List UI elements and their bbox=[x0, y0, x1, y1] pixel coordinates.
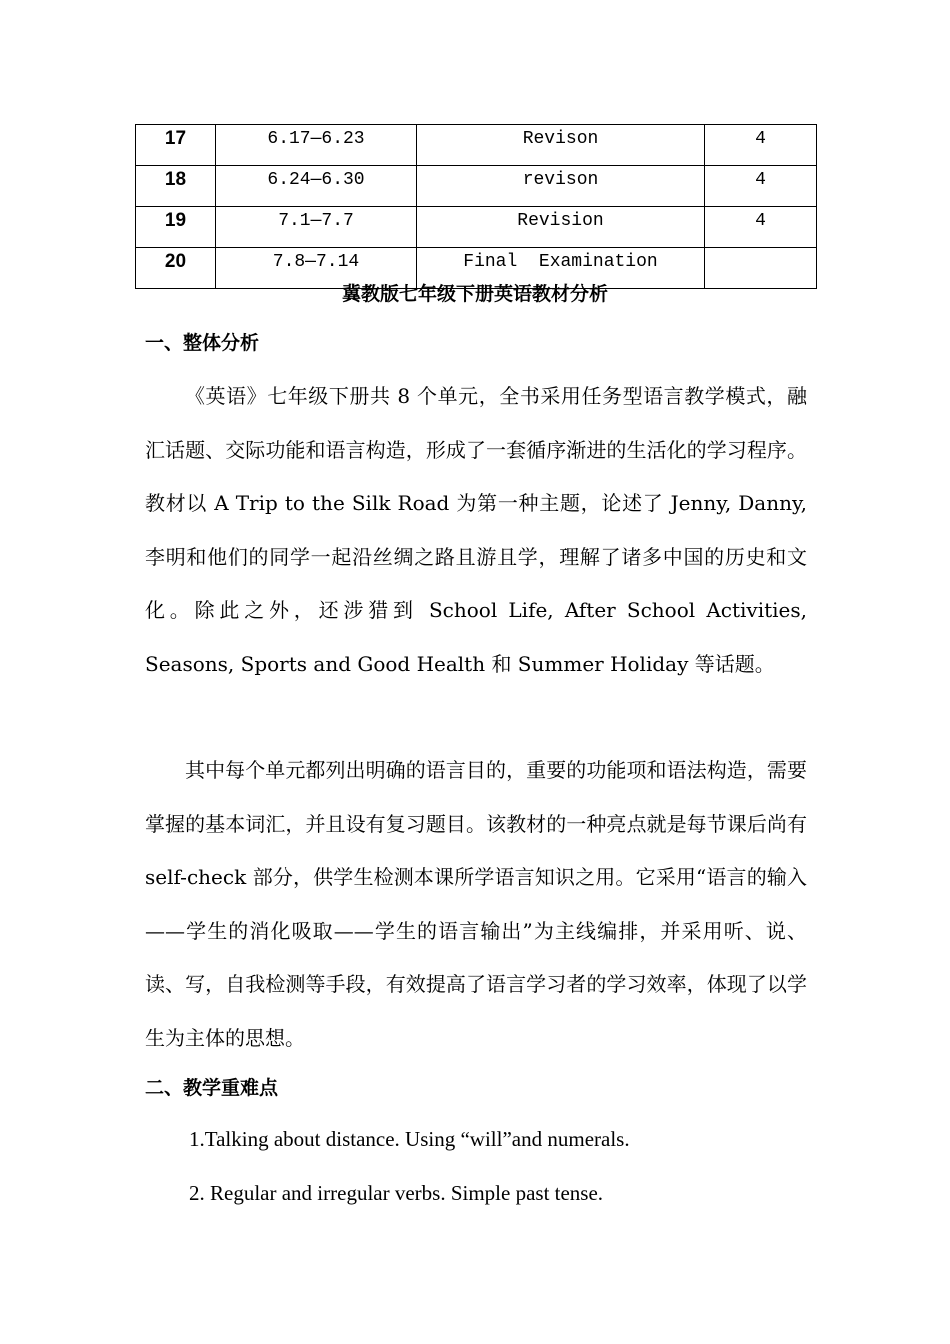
paragraph-features: 其中每个单元都列出明确的语言目的，重要的功能项和语法构造，需要掌握的基本词汇，并且设有复习题目。该教材的一种亮点就是每节课后尚有 self-check 部分，供学生检测本课所学语言知识之用。它采用“语言的输入——学生的消化吸取——学生的语言输出”为主线编排，并采用听、说、读、写，自我检测等手段，有效提高了语言学习者的学习效率，体现了以学生为主体的思想。 bbox=[145, 758, 807, 1050]
hours-cell: 4 bbox=[705, 207, 817, 248]
date-range-cell: 6.17—6.23 bbox=[216, 125, 417, 166]
schedule-table bbox=[135, 124, 817, 289]
section-heading-overall-analysis: 一、整体分析 bbox=[145, 332, 260, 354]
content-cell: Revision bbox=[417, 207, 705, 248]
document-title: 冀教版七年级下册英语教材分析 bbox=[341, 283, 608, 305]
paragraph-overview: 《英语》七年级下册共 8 个单元，全书采用任务型语言教学模式，融汇话题、交际功能和语言构造，形成了一套循序渐进的生活化的学习程序。教材以 A Trip to the Silk Road 为第一种主题，论述了 Jenny, Danny, 李明和他们的同学一起沿丝绸之路且游且学，理解了诸多中国的历史和文化。除此之外，还涉猎到 School Life, After School Activities, Seasons, Sports and Good Health 和 Summer Holiday 等话题。 bbox=[145, 384, 807, 676]
hours-cell: 4 bbox=[705, 166, 817, 207]
hours-cell: 4 bbox=[705, 125, 817, 166]
week-cell: 17 bbox=[136, 125, 216, 166]
week-cell: 20 bbox=[136, 248, 216, 289]
table-row bbox=[136, 207, 817, 248]
date-range-cell: 7.8—7.14 bbox=[216, 248, 417, 289]
date-range-cell: 7.1—7.7 bbox=[216, 207, 417, 248]
content-cell: Final Examination bbox=[417, 248, 705, 289]
table-row bbox=[136, 125, 817, 166]
week-cell: 18 bbox=[136, 166, 216, 207]
date-range-cell: 6.24—6.30 bbox=[216, 166, 417, 207]
week-cell: 19 bbox=[136, 207, 216, 248]
key-point-item: 2. Regular and irregular verbs. Simple past tense. bbox=[189, 1181, 604, 1205]
content-cell: Revison bbox=[417, 125, 705, 166]
table-row bbox=[136, 166, 817, 207]
content-cell: revison bbox=[417, 166, 705, 207]
section-heading-key-points: 二、教学重难点 bbox=[145, 1077, 279, 1099]
key-point-item: 1.Talking about distance. Using “will”and numerals. bbox=[189, 1127, 630, 1151]
